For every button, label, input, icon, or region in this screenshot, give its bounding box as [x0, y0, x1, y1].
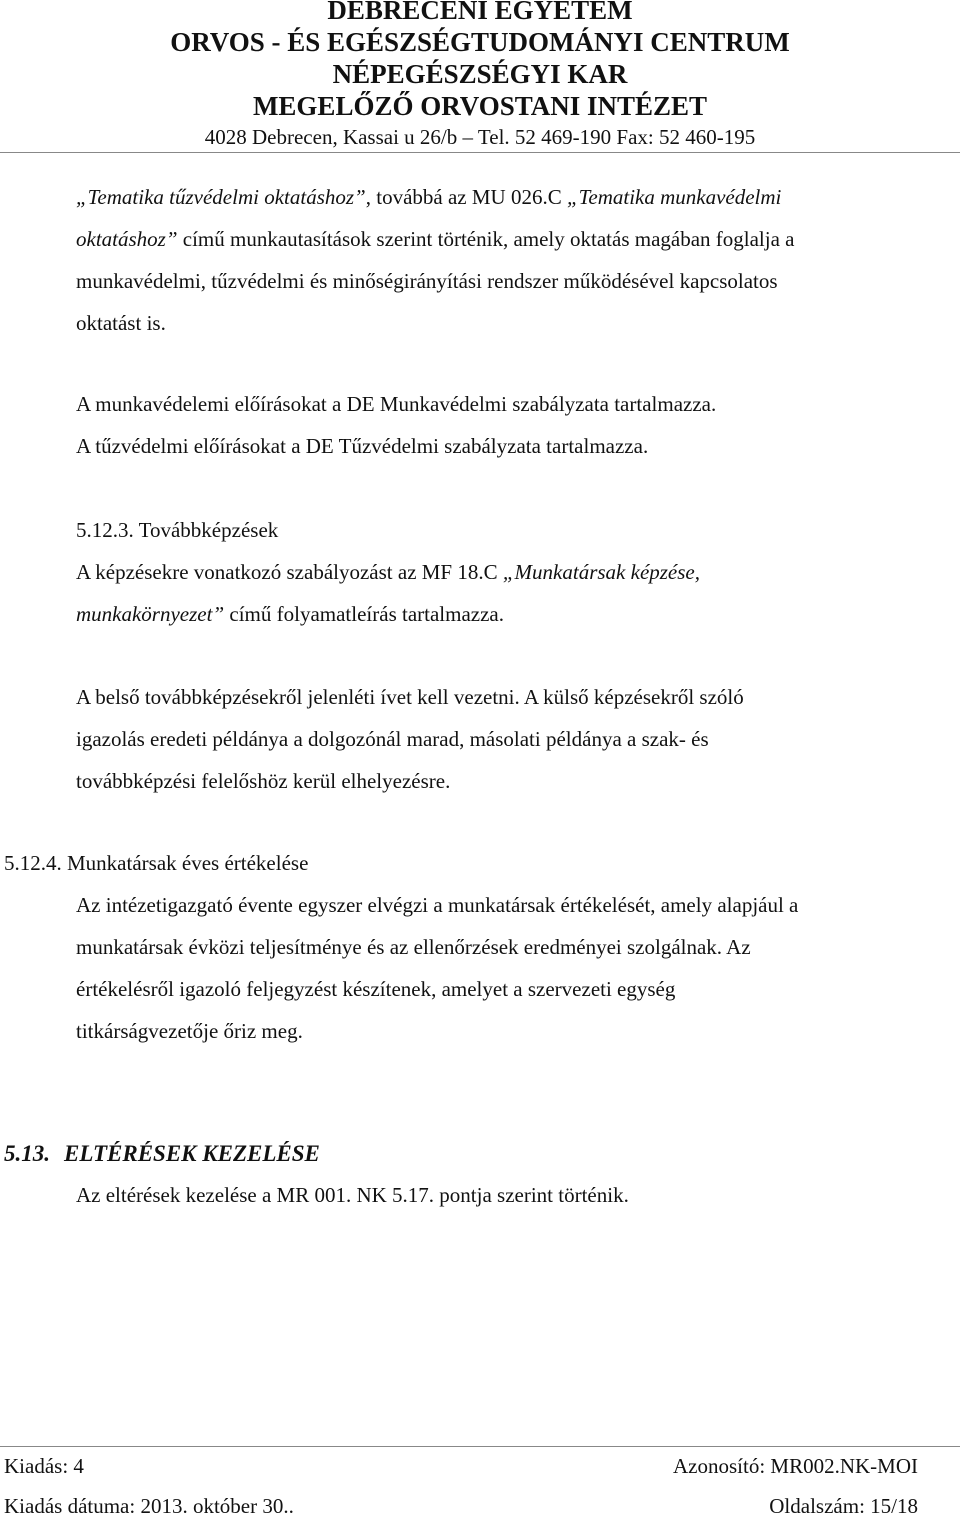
- center-name: ORVOS - ÉS EGÉSZSÉGTUDOMÁNYI CENTRUM: [170, 27, 790, 57]
- faculty-name: NÉPEGÉSZSÉGYI KAR: [332, 59, 628, 89]
- fire-safety-rule: A tűzvédelmi előírásokat a DE Tűzvédelmi szabályzata tartalmazza.: [76, 434, 649, 458]
- footer-edition: Kiadás: 4: [4, 1454, 84, 1478]
- section-5-12-3-line-1-italic: „Munkatársak képzése,: [502, 560, 700, 584]
- intro-line-2-text: című munkautasítások szerint történik, amely oktatás magában foglalja a: [177, 227, 795, 251]
- section-5-12-3-line-2-italic: munkakörnyezet”: [76, 602, 225, 626]
- footer-row-2: [4, 1493, 918, 1519]
- institute-name: MEGELŐZŐ ORVOSTANI INTÉZET: [252, 91, 708, 121]
- intro-line-3: munkavédelmi, tűzvédelmi és minőségirányítási rendszer működésével kapcsolatos: [76, 269, 778, 293]
- intro-line-1-italic-a: „Tematika tűzvédelmi oktatáshoz”: [76, 185, 366, 209]
- section-5-12-4-line-1: Az intézetigazgató évente egyszer elvégzi a munkatársak értékelését, amely alapjául a: [76, 893, 799, 917]
- intro-line-2-italic: oktatáshoz”: [76, 227, 178, 251]
- header-divider: [0, 152, 960, 153]
- intro-line-2: [76, 218, 918, 260]
- footer-edition-date: Kiadás dátuma: 2013. október 30..: [4, 1494, 294, 1518]
- section-5-13-number: 5.13.: [4, 1141, 50, 1166]
- section-5-12-3-para2-line-3: továbbképzési felelőshöz kerül elhelyezésre.: [76, 769, 451, 793]
- section-5-12-3-para2-line-1: A belső továbbképzésekről jelenléti ívet kell vezetni. A külső képzésekről szóló: [76, 685, 744, 709]
- section-5-13-text: Az eltérések kezelése a MR 001. NK 5.17. pontja szerint történik.: [76, 1183, 629, 1207]
- section-5-13-heading: [4, 1137, 320, 1171]
- footer-identifier: Azonosító: MR002.NK-MOI: [673, 1454, 918, 1478]
- section-5-12-4-heading: 5.12.4. Munkatársak éves értékelése: [4, 851, 309, 875]
- section-5-12-4-line-4: titkárságvezetője őriz meg.: [76, 1019, 303, 1043]
- footer-page-number: Oldalszám: 15/18: [769, 1494, 918, 1518]
- labor-safety-rule: A munkavédelemi előírásokat a DE Munkavédelmi szabályzata tartalmazza.: [76, 392, 717, 416]
- footer-divider: [0, 1446, 960, 1447]
- intro-line-1: [76, 176, 918, 218]
- intro-line-1-italic-b: „Tematika munkavédelmi: [566, 185, 782, 209]
- section-5-12-3-heading: 5.12.3. Továbbképzések: [76, 518, 279, 542]
- section-5-12-4-para: [76, 884, 918, 1052]
- document-header: [0, 0, 960, 150]
- section-5-12-3-line-2: [76, 593, 918, 635]
- section-5-12-3-line-1: [76, 551, 918, 593]
- university-name: DEBRECENI EGYETEM: [327, 0, 633, 25]
- intro-line-4: oktatást is.: [76, 311, 166, 335]
- section-5-12-3-para2-line-2: igazolás eredeti példánya a dolgozónál marad, másolati példánya a szak- és: [76, 727, 709, 751]
- intro-line-1-text: , továbbá az MU 026.C: [365, 185, 567, 209]
- section-5-13-title: ELTÉRÉSEK KEZELÉSE: [64, 1141, 320, 1166]
- section-5-12-3-line-2-text: című folyamatleírás tartalmazza.: [224, 602, 505, 626]
- section-5-12-3-line-1-text: A képzésekre vonatkozó szabályozást az MF 18.C: [76, 560, 503, 584]
- section-5-12-4-line-3: értékelésről igazoló feljegyzést készítenek, amelyet a szervezeti egység: [76, 977, 676, 1001]
- intro-paragraph: [76, 176, 918, 344]
- section-5-12-3-para2: [76, 676, 918, 802]
- section-5-12-3-para1: [76, 551, 918, 635]
- footer-row-1: [4, 1453, 918, 1479]
- section-5-12-4-line-2: munkatársak évközi teljesítménye és az ellenőrzések eredményei szolgálnak. Az: [76, 935, 751, 959]
- institute-address: 4028 Debrecen, Kassai u 26/b – Tel. 52 469-190 Fax: 52 460-195: [204, 125, 756, 149]
